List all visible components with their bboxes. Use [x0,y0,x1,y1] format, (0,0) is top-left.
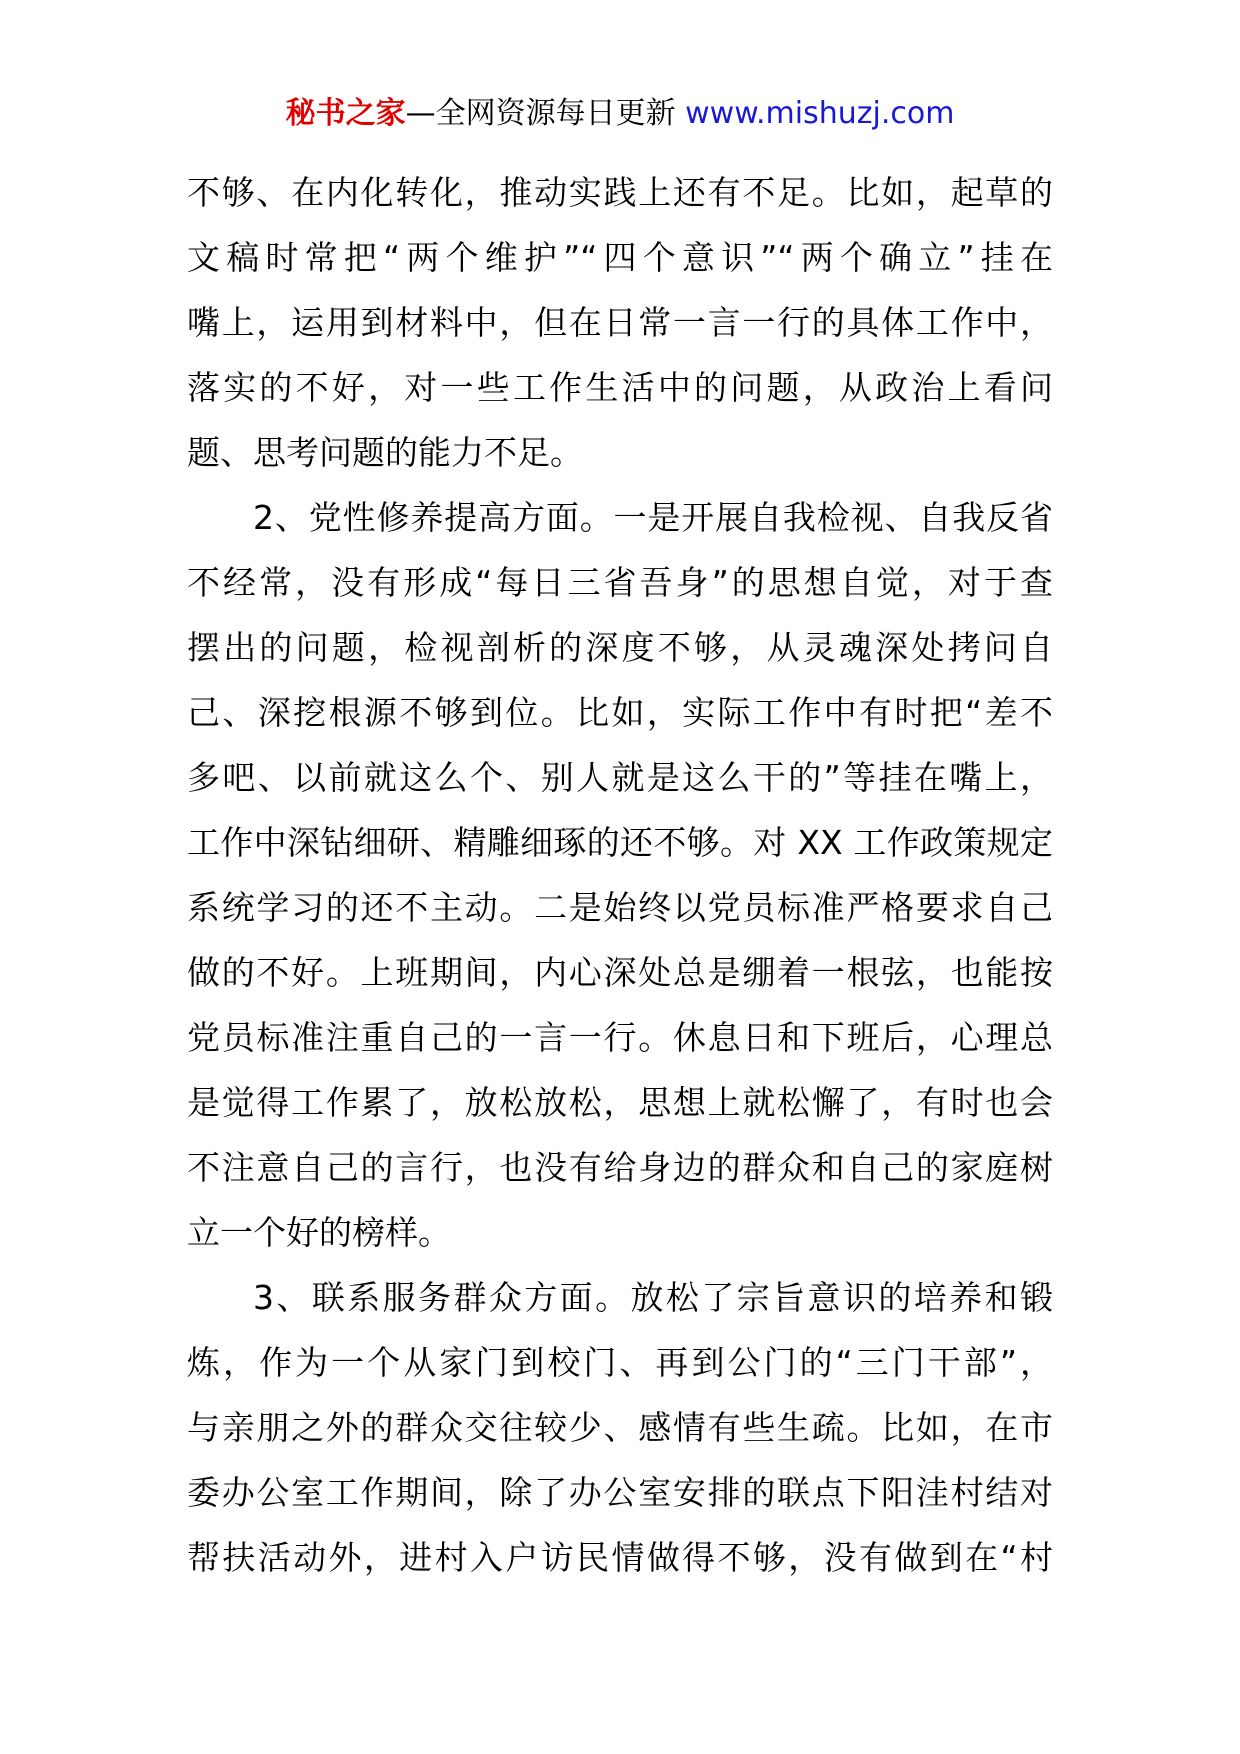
text-line: 帮扶活动外，进村入户访民情做得不够，没有做到在“村 [187,1538,1053,1577]
header-brand: 秘书之家 [285,96,406,131]
text-line: 2、党性修养提高方面。一是开展自我检视、自我反省 [253,498,1053,537]
text-line: 党员标准注重自己的一言一行。休息日和下班后，心理总 [187,1018,1053,1057]
header-url-link[interactable]: www.mishuzj.com [685,96,955,131]
text-line: 是觉得工作累了，放松放松，思想上就松懈了，有时也会 [187,1083,1053,1122]
text-line: 不经常，没有形成“每日三省吾身”的思想自觉，对于查 [187,563,1053,602]
text-line: 委办公室工作期间，除了办公室安排的联点下阳洼村结对 [187,1473,1053,1512]
text-line: 做的不好。上班期间，内心深处总是绷着一根弦，也能按 [187,953,1053,992]
text-line: 系统学习的还不主动。二是始终以党员标准严格要求自己 [187,888,1053,927]
text-line: 题、思考问题的能力不足。 [187,433,583,472]
header-tagline: —全网资源每日更新 [405,96,676,131]
text-line: 3、联系服务群众方面。放松了宗旨意识的培养和锻 [253,1278,1053,1317]
text-line: 多吧、以前就这么个、别人就是这么干的”等挂在嘴上， [187,758,1053,797]
paragraph-3 [187,1265,1053,1590]
text-line: 摆出的问题，检视剖析的深度不够，从灵魂深处拷问自 [187,628,1053,667]
text-line: 不够、在内化转化，推动实践上还有不足。比如，起草的 [187,173,1053,212]
text-line: 嘴上，运用到材料中，但在日常一言一行的具体工作中， [187,303,1053,342]
paragraph-1 [187,160,1053,485]
document-body [187,160,1053,1590]
text-line: 立一个好的榜样。 [187,1213,451,1252]
site-header [0,94,1240,134]
text-line: 与亲朋之外的群众交往较少、感情有些生疏。比如，在市 [187,1408,1053,1447]
paragraph-2 [187,485,1053,1265]
text-line: 炼，作为一个从家门到校门、再到公门的“三门干部”， [187,1343,1053,1382]
text-line: 己、深挖根源不够到位。比如，实际工作中有时把“差不 [187,693,1053,732]
text-line: 文稿时常把“两个维护”“四个意识”“两个确立”挂在 [187,238,1053,277]
text-line: 工作中深钻细研、精雕细琢的还不够。对 XX 工作政策规定 [187,823,1053,862]
text-line: 落实的不好，对一些工作生活中的问题，从政治上看问 [187,368,1053,407]
text-line: 不注意自己的言行，也没有给身边的群众和自己的家庭树 [187,1148,1053,1187]
